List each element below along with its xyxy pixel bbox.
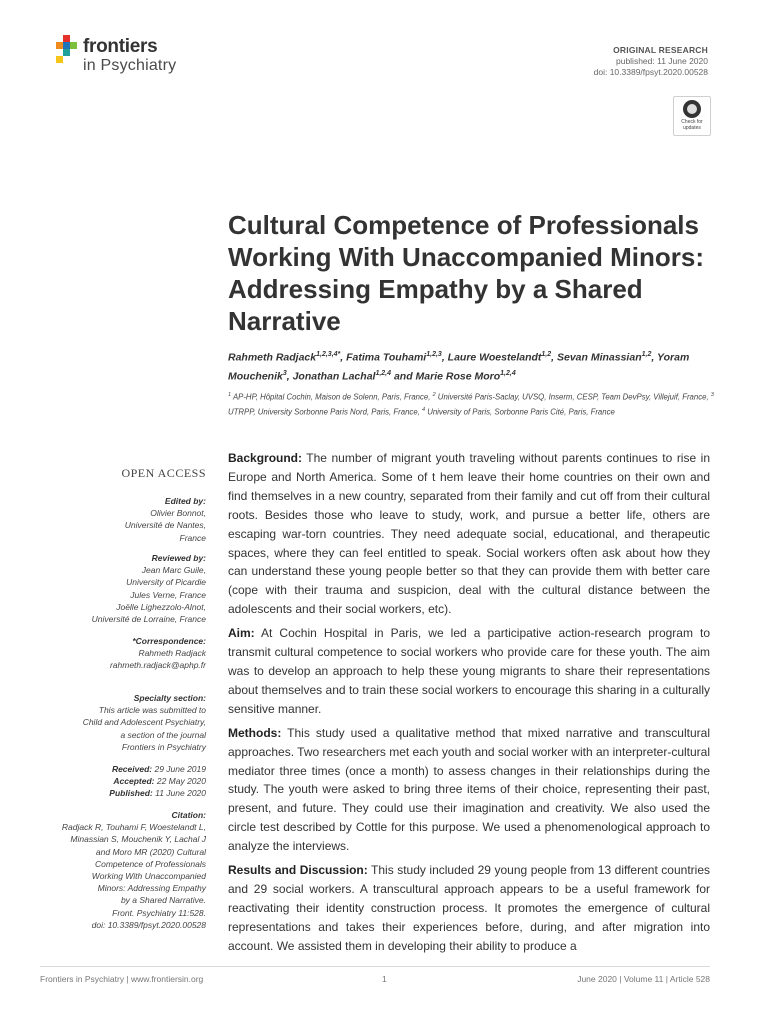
footer-divider — [40, 966, 710, 967]
affiliation-marker: 4 — [421, 406, 426, 413]
reviewer-line: Jean Marc Guile, — [141, 565, 206, 576]
journal-name-section: in Psychiatry — [83, 57, 177, 74]
received-label: Received: — [111, 764, 153, 774]
affiliation-marker: 3 — [710, 392, 714, 398]
results-heading: Results and Discussion: — [228, 863, 368, 878]
author-separator: , — [441, 351, 448, 364]
journal-name-brand: frontiers — [83, 36, 158, 57]
author-name[interactable]: Yoram Mouchenik — [228, 351, 690, 382]
aim-text: At Cochin Hospital in Paris, we led a participative action-research program to transmit cultural competence to social workers who provide care for these youth. The aim was to develop an approach to help these young migrants to share their representations about themselves and to train these social workers to encourage this sharing in a culturally sensitive manner. — [228, 626, 710, 716]
reviewer-line: Jules Verne, France — [130, 589, 206, 600]
footer-journal[interactable]: Frontiers in Psychiatry | www.frontiersin.org — [40, 974, 204, 984]
abstract-methods — [228, 724, 710, 856]
citation-line: Radjack R, Touhami F, Woestelandt L, — [61, 822, 206, 833]
article-doi[interactable]: doi: 10.3389/fpsyt.2020.00528 — [593, 67, 708, 77]
author-separator: , — [551, 351, 557, 364]
abstract-aim — [228, 624, 710, 719]
author-name[interactable]: Laure Woestelandt — [447, 351, 542, 364]
specialty-block — [40, 692, 206, 753]
specialty-line: Child and Adolescent Psychiatry, — [82, 717, 206, 728]
published-date: published: 11 June 2020 — [615, 56, 708, 66]
aim-heading: Aim: — [228, 626, 255, 641]
citation-line: Front. Psychiatry 11:528. — [112, 907, 206, 918]
citation-line: Working With Unaccompanied — [91, 871, 206, 882]
received-date — [40, 763, 206, 775]
correspondence-label: *Correspondence: — [132, 636, 206, 646]
affiliation-text: University of Paris, Sorbonne Paris Cité, Paris, France — [425, 407, 615, 417]
specialty-line: a section of the journal — [120, 729, 206, 740]
footer-issue: June 2020 | Volume 11 | Article 528 — [577, 974, 710, 984]
article-title: Cultural Competence of Professionals Working With Unaccompanied Minors: Addressing Empathy by a Shared Narrative — [228, 210, 704, 336]
citation-line: Competence of Professionals — [94, 858, 206, 869]
edited-by-block — [40, 495, 206, 544]
author-name[interactable]: Rahmeth Radjack — [228, 351, 317, 364]
correspondence-block — [40, 635, 206, 672]
frontiers-logo-icon — [56, 35, 80, 63]
citation-line: Minors: Addressing Empathy — [97, 883, 206, 894]
correspondence-name: Rahmeth Radjack — [138, 648, 206, 659]
published-value: 11 June 2020 — [152, 788, 206, 799]
author-affiliation-marker: 1,2 — [641, 351, 652, 358]
author-affiliation-marker: 1,2,3,4* — [316, 351, 341, 358]
received-value: 29 June 2019 — [152, 764, 206, 774]
affiliation-marker: 1 — [228, 392, 232, 398]
specialty-line: This article was submitted to — [98, 705, 206, 716]
citation-line: and Moro MR (2020) Cultural — [95, 846, 206, 857]
author-separator: , — [340, 351, 347, 364]
abstract-background — [228, 449, 710, 619]
abstract — [228, 449, 710, 961]
check-updates-icon — [683, 100, 701, 118]
author-affiliation-marker: 1,2 — [541, 351, 552, 358]
citation-line[interactable]: doi: 10.3389/fpsyt.2020.00528 — [91, 919, 206, 930]
author-affiliation-marker: 1,2,4 — [375, 369, 392, 377]
specialty-line: Frontiers in Psychiatry — [121, 741, 206, 752]
reviewer-line: University of Picardie — [126, 577, 206, 588]
author-affiliation-marker: 1,2,4 — [500, 369, 516, 377]
affiliation-marker: 2 — [432, 392, 436, 398]
author-separator: , — [651, 351, 657, 364]
affiliation-text: AP-HP, Hôpital Cochin, Maison de Solenn, Paris, France, — [231, 392, 433, 402]
citation-line: Minassian S, Mouchenik Y, Lachal J — [70, 834, 206, 845]
dates-block — [40, 763, 206, 800]
reviewer-line: Université de Lorraine, France — [91, 614, 206, 625]
accepted-value: 22 May 2020 — [154, 776, 206, 787]
reviewed-by-label: Reviewed by: — [151, 553, 206, 563]
author-affiliation-marker: 3 — [282, 369, 287, 377]
author-list — [228, 347, 718, 384]
reviewer-line: Joëlle Lighezzolo-Alnot, — [116, 601, 206, 612]
edited-by-label: Edited by: — [164, 496, 206, 506]
author-name[interactable]: Sevan Minassian — [556, 351, 642, 364]
published-date-side — [40, 787, 206, 799]
badge-line1: Check for — [681, 119, 703, 125]
author-separator: , — [286, 370, 293, 382]
citation-line: by a Shared Narrative. — [120, 895, 206, 906]
open-access-label: OPEN ACCESS — [121, 466, 206, 480]
editor-line: Olivier Bonnot, — [150, 508, 206, 519]
author-separator: and — [391, 370, 416, 382]
citation-label: Citation: — [171, 810, 206, 820]
page-number: 1 — [382, 974, 387, 984]
article-meta-header — [594, 45, 708, 78]
author-name[interactable]: Marie Rose Moro — [415, 370, 501, 382]
abstract-results — [228, 861, 710, 956]
background-text: The number of migrant youth traveling without parents continues to rise in Europe and North America. Some of t hem leave their home countries on their own and find themselves in a new country, separated from their family and cut off from their cultural roots. Besides those who leave to study, work, and pursue a better life, others are escaping war-torn countries. They need adequate social, educational, and therapeutic spaces, where they can feel entitled to speak. Social workers often ask about how they can understand these young people better so that they can provide them with better care (cope with their trauma and suspicion, deal with the cultural distance between the adolescents and their social workers, etc). — [228, 451, 710, 617]
specialty-label: Specialty section: — [133, 693, 206, 703]
journal-logo — [56, 33, 256, 83]
citation-block — [40, 809, 206, 931]
accepted-label: Accepted: — [113, 776, 155, 787]
editor-line: France — [179, 532, 206, 543]
affiliations — [228, 389, 718, 418]
check-for-updates-badge[interactable] — [673, 96, 711, 136]
editor-line: Université de Nantes, — [124, 520, 206, 531]
affiliation-text: Université Paris-Saclay, UVSQ, Inserm, CESP, Team DevPsy, Villejuif, France, — [435, 392, 711, 402]
author-name[interactable]: Jonathan Lachal — [292, 370, 376, 382]
results-text: This study included 29 young people from 13 different countries and 29 social workers. A transcultural approach appears to be a useful framework for reactivating their identity construction process. It promotes the emergence of cultural representations and takes their experiences before, during, and after migration into account. We assisted them in developing their ability to produce a — [228, 863, 710, 953]
accepted-date — [40, 775, 206, 787]
methods-text: This study used a qualitative method that mixed narrative and transcultural approaches. Two researchers met each youth and social worker with an interpreter-cultural mediator three times (once a month) to assess changes in their relationships during the study. The youth were asked to bring three items of their choice, representing their past, present, and future. They could use their imagination and creativity. We also used the circle test described by Cottle for this purpose. We used a phenomenological approach to analyze the interviews. — [228, 725, 711, 854]
badge-line2: updates — [683, 125, 701, 131]
article-type: ORIGINAL RESEARCH — [613, 45, 708, 55]
author-affiliation-marker: 1,2,3 — [426, 351, 442, 358]
published-label: Published: — [109, 788, 153, 799]
methods-heading: Methods: — [228, 725, 282, 740]
correspondence-email[interactable]: rahmeth.radjack@aphp.fr — [109, 660, 206, 671]
affiliation-text: UTRPP, University Sorbonne Paris Nord, Paris, France, — [228, 407, 422, 417]
reviewed-by-block — [40, 552, 206, 625]
background-heading: Background: — [228, 451, 303, 465]
author-name[interactable]: Fatima Touhami — [346, 351, 427, 364]
